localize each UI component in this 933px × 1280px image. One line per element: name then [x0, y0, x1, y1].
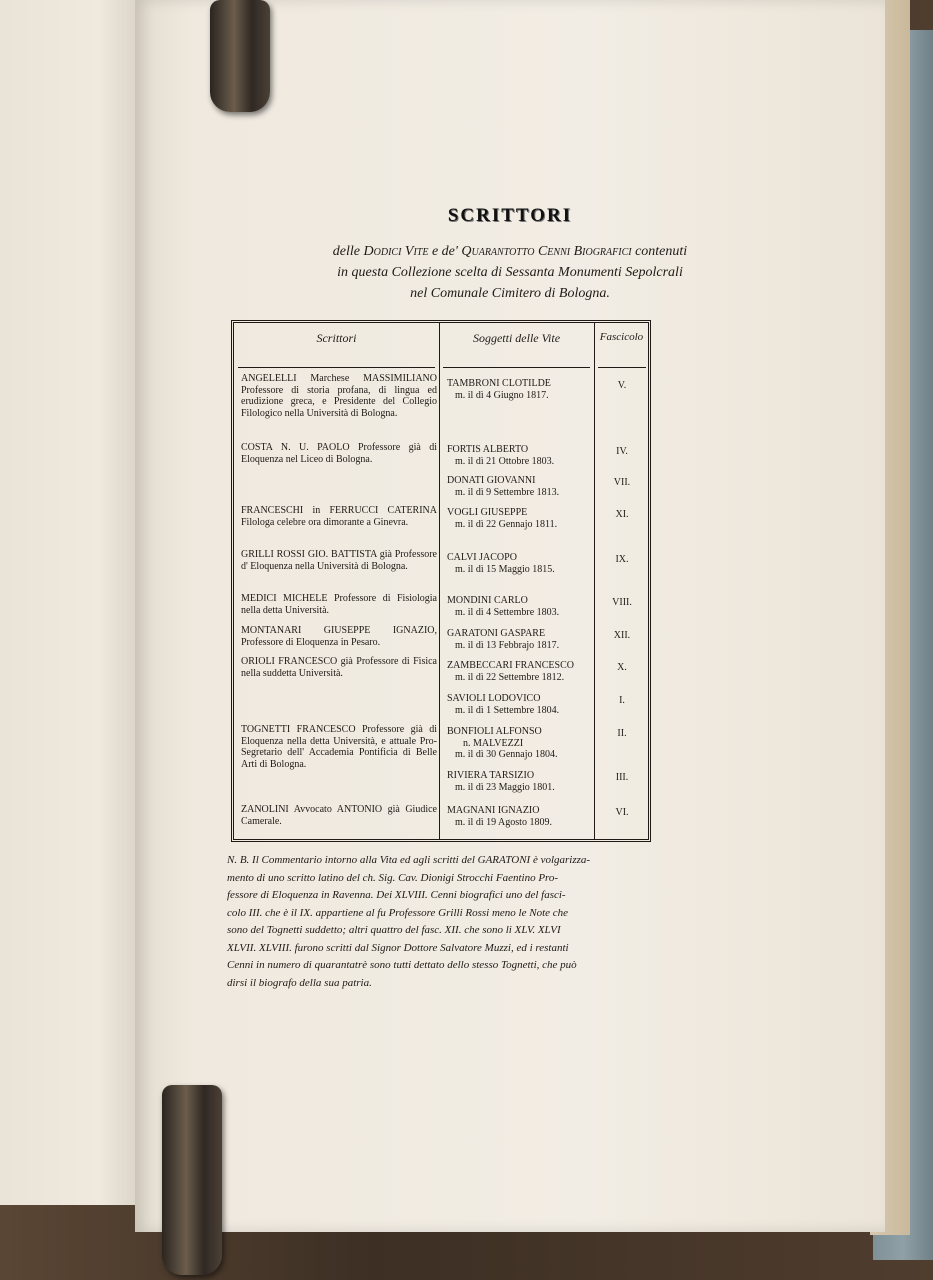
column-divider: [439, 323, 440, 839]
header-fascicolo: Fascicolo: [599, 331, 644, 343]
writers-table: [231, 320, 651, 842]
subject-entry: [447, 444, 592, 467]
writer-entry: ZANOLINI Avvocato ANTONIO già Giudice Camerale.: [241, 804, 437, 827]
fascicolo-number: IX.: [615, 554, 629, 565]
subject-date: m. il dì 4 Giugno 1817.: [455, 389, 549, 401]
subject-name: RIVIERA TARSIZIO: [447, 770, 535, 781]
footnote-line: XLVII. XLVIII. furono scritti dal Signor Dottore Salvatore Muzzi, ed i restanti: [227, 941, 569, 954]
subject-entry: [447, 507, 592, 530]
footnote-line: mento di uno scritto latino del ch. Sig. Cav. Dionigi Strocchi Faentino Pro-: [227, 871, 559, 884]
subject-name: GARATONI GASPARE: [447, 628, 546, 639]
fascicolo-number: IV.: [616, 446, 628, 457]
subtitle-line-1: [225, 241, 795, 262]
subject-date: m. il dì 15 Maggio 1815.: [455, 563, 555, 575]
subject-entry: [447, 693, 592, 716]
subject-date: m. il dì 9 Settembre 1813.: [455, 486, 560, 498]
footnote: [227, 852, 765, 992]
subject-name: MONDINI CARLO: [447, 595, 528, 606]
subject-name: DONATI GIOVANNI: [447, 475, 536, 486]
writer-entry: MEDICI MICHELE Professore di Fisiologia nella detta Università.: [241, 593, 437, 616]
writer-entry: MONTANARI GIUSEPPE IGNAZIO, Professore di Eloquenza in Pesaro.: [241, 625, 437, 648]
subtitle-text: Dodici Vite: [363, 244, 429, 259]
fascicolo-number: V.: [617, 380, 627, 391]
writer-entry: ANGELELLI Marchese MASSIMILIANO Professore di storia profana, di lingua ed erudizione greca, e Presidente del Collegio Filologico nella Università di Bologna.: [241, 373, 437, 419]
subject-entry: [447, 770, 592, 793]
fascicolo-number: VIII.: [612, 597, 632, 608]
subtitle-text: Quarantotto Cenni Biografici: [461, 244, 632, 259]
writer-entry: FRANCESCHI in FERRUCCI CATERINA Filologa celebre ora dimorante a Ginevra.: [241, 505, 437, 528]
subject-name: TAMBRONI CLOTILDE: [447, 378, 551, 389]
subject-date: m. il dì 22 Settembre 1812.: [455, 671, 565, 683]
subject-date: m. il dì 19 Agosto 1809.: [455, 816, 552, 828]
header-scrittori: Scrittori: [316, 331, 357, 345]
subject-date: m. il dì 22 Gennajo 1811.: [455, 518, 558, 530]
subject-name: BONFIOLI ALFONSO: [447, 726, 542, 737]
header-soggetti: Soggetti delle Vite: [472, 331, 561, 345]
brass-hand-clip-top: [210, 0, 270, 112]
subtitle-text: delle: [332, 244, 361, 259]
subject-entry: [447, 552, 592, 575]
writer-entry: ORIOLI FRANCESCO già Professore di Fisica nella suddetta Università.: [241, 656, 437, 679]
page-title: SCRITTORI: [447, 205, 573, 226]
header-rule: [443, 367, 590, 368]
subject-date: m. il dì 23 Maggio 1801.: [455, 781, 555, 793]
right-page: [135, 0, 885, 1232]
footnote-line: colo III. che è il IX. appartiene al fu Professore Grilli Rossi meno le Note che: [227, 906, 569, 919]
subject-entry: [447, 475, 592, 498]
column-divider: [594, 323, 595, 839]
brass-hand-clip-bottom: [162, 1085, 222, 1275]
writer-entry: COSTA N. U. PAOLO Professore già di Eloquenza nel Liceo di Bologna.: [241, 442, 437, 465]
subject-name: VOGLI GIUSEPPE: [447, 507, 528, 518]
subject-name: CALVI JACOPO: [447, 552, 517, 563]
fascicolo-number: X.: [617, 662, 627, 673]
fascicolo-number: I.: [619, 695, 625, 706]
subtitle-text: e de': [431, 244, 458, 259]
subject-date: m. il dì 13 Febbrajo 1817.: [455, 639, 560, 651]
header-rule: [598, 367, 646, 368]
subject-date: m. il dì 21 Ottobre 1803.: [455, 455, 555, 467]
header-rule: [238, 367, 435, 368]
subject-date: m. il dì 1 Settembre 1804.: [455, 704, 560, 716]
subject-name-2: n. MALVEZZI: [463, 737, 524, 749]
subject-date: m. il dì 30 Gennajo 1804.: [455, 749, 558, 760]
subtitle-line-3: nel Comunale Cimitero di Bologna.: [410, 286, 610, 301]
subject-name: MAGNANI IGNAZIO: [447, 805, 540, 816]
left-page: [0, 0, 144, 1205]
fascicolo-number: VI.: [615, 807, 629, 818]
subject-entry: [447, 805, 592, 828]
footnote-line: N. B. Il Commentario intorno alla Vita ed agli scritti del GARATONI è volgarizza-: [227, 854, 591, 866]
subject-entry: [447, 628, 592, 651]
fascicolo-number: XII.: [613, 630, 631, 641]
subtitle-text: contenuti: [635, 244, 688, 259]
subject-entry: [447, 378, 592, 401]
subject-name: SAVIOLI LODOVICO: [447, 693, 541, 704]
footnote-line: fessore di Eloquenza in Ravenna. Dei XLVIII. Cenni biografici uno del fasci-: [227, 889, 566, 901]
writer-entry: GRILLI ROSSI GIO. BATTISTA già Professore d' Eloquenza nella Università di Bologna.: [241, 549, 437, 572]
writer-entry: TOGNETTI FRANCESCO Professore già di Eloquenza nella detta Università, e attuale Pro-Segretario dell' Accademia Pontificia di Belle Arti di Bologna.: [241, 724, 437, 770]
page-subtitle: [225, 241, 795, 304]
subject-entry: [447, 595, 592, 618]
fascicolo-number: III.: [615, 772, 629, 783]
subject-entry: [447, 660, 592, 683]
footnote-line: Cenni in numero di quarantatrè sono tutti dettato dello stesso Tognetti, che può: [227, 959, 577, 971]
fascicolo-number: VII.: [613, 477, 631, 488]
fascicolo-number: XI.: [615, 509, 629, 520]
subject-name: ZAMBECCARI FRANCESCO: [447, 660, 574, 671]
subtitle-line-2: in questa Collezione scelta di Sessanta Monumenti Sepolcrali: [337, 265, 683, 280]
footnote-line: sono del Tognetti suddetto; altri quattro del fasc. XII. che sono li XLV. XLVI: [227, 924, 561, 936]
fascicolo-number: II.: [617, 728, 627, 739]
subject-name: FORTIS ALBERTO: [447, 444, 529, 455]
footnote-line: dirsi il biografo della sua patria.: [227, 976, 372, 989]
subject-entry: [447, 726, 592, 761]
subject-date: m. il dì 4 Settembre 1803.: [455, 606, 560, 618]
